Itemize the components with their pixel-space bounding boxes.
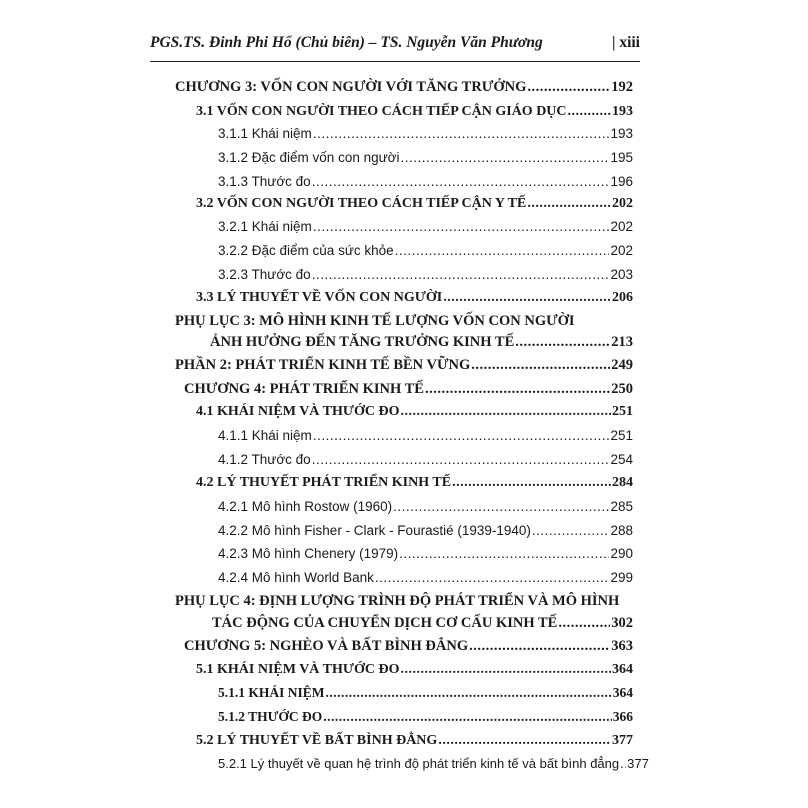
toc-label: CHƯƠNG 4: PHÁT TRIỂN KINH TẾ [184, 381, 424, 397]
toc-entry-5-2-1[interactable] [218, 753, 649, 775]
toc-entry-3-2-1[interactable] [218, 216, 633, 238]
toc-leader [452, 472, 611, 494]
toc-leader [469, 635, 610, 657]
toc-label: 5.1 KHÁI NIỆM VÀ THƯỚC ĐO [196, 662, 400, 677]
toc-label: 3.1.1 Khái niệm [218, 126, 312, 141]
toc-leader [375, 567, 610, 589]
toc-page: 249 [611, 357, 633, 373]
toc-entry-3-1-2[interactable] [218, 147, 633, 169]
toc-label: 4.2.2 Mô hình Fisher - Clark - Fourastié (1939-1940) [218, 523, 531, 538]
toc-leader [527, 76, 610, 98]
toc-label: 5.1.1 KHÁI NIỆM [218, 685, 325, 700]
toc-page: 299 [610, 570, 633, 585]
toc-leader [323, 706, 611, 728]
toc-entry-3-2-2[interactable] [218, 240, 633, 262]
toc-leader [558, 612, 610, 634]
toc-page: 202 [610, 219, 633, 234]
toc-leader [425, 378, 610, 400]
toc-entry-section-4-2[interactable] [196, 472, 633, 494]
toc-label: ẢNH HƯỞNG ĐẾN TĂNG TRƯỞNG KINH TẾ [210, 334, 515, 350]
toc-leader [515, 331, 610, 353]
toc-leader [401, 401, 611, 423]
toc-label: 5.1.2 THƯỚC ĐO [218, 709, 323, 724]
toc-page: 254 [610, 452, 633, 467]
toc-appendix-4-line1: PHỤ LỤC 4: ĐỊNH LƯỢNG TRÌNH ĐỘ PHÁT TRIỂN VÀ MÔ HÌNH [175, 593, 620, 609]
toc-entry-4-1-1[interactable] [218, 425, 633, 447]
toc-leader [399, 543, 609, 565]
toc-entry-5-1-2[interactable] [218, 706, 633, 728]
toc-page: 250 [611, 381, 633, 397]
toc-leader [312, 449, 610, 471]
toc-entry-appendix-3[interactable] [210, 331, 633, 353]
toc-leader [395, 240, 610, 262]
toc-leader [568, 101, 611, 123]
toc-leader [313, 425, 610, 447]
toc-entry-4-2-4[interactable] [218, 567, 633, 589]
toc-entry-4-2-2[interactable] [218, 520, 633, 542]
toc-page: 284 [612, 475, 633, 490]
toc-entry-3-2-3[interactable] [218, 264, 633, 286]
toc-entry-appendix-4[interactable] [212, 612, 633, 634]
toc-entry-part-2[interactable] [175, 354, 633, 376]
toc-entry-chapter-4[interactable] [184, 378, 633, 400]
toc-entry-4-2-3[interactable] [218, 543, 633, 565]
toc-label: 3.2.2 Đặc điểm của sức khỏe [218, 243, 394, 258]
toc-leader [532, 520, 610, 542]
toc-page: 193 [610, 126, 633, 141]
toc-entry-4-2-1[interactable] [218, 496, 633, 518]
toc-leader [620, 753, 626, 775]
toc-label: 3.3 LÝ THUYẾT VỀ VỐN CON NGƯỜI [196, 290, 443, 305]
toc-leader [313, 216, 610, 238]
toc-page: 366 [612, 709, 633, 724]
toc-leader [393, 496, 609, 518]
toc-label: 5.2.1 Lý thuyết về quan hệ trình độ phát triển kinh tế và bất bình đẳng [218, 756, 620, 771]
toc-leader [313, 123, 610, 145]
toc-leader [401, 659, 611, 681]
toc-label: 4.1.2 Thước đo [218, 452, 311, 467]
toc-label: CHƯƠNG 3: VỐN CON NGƯỜI VỚI TĂNG TRƯỞNG [175, 79, 527, 95]
toc-leader [471, 354, 610, 376]
toc-entry-3-1-1[interactable] [218, 123, 633, 145]
toc-leader [443, 287, 611, 309]
toc-label: 3.2.1 Khái niệm [218, 219, 312, 234]
toc-label: TÁC ĐỘNG CỦA CHUYỂN DỊCH CƠ CẤU KINH TẾ [212, 615, 558, 631]
header-authors: PGS.TS. Đinh Phi Hổ (Chủ biên) – TS. Nguyễn Văn Phương [150, 34, 543, 51]
toc-label: 3.2.3 Thước đo [218, 267, 311, 282]
toc-leader [312, 171, 610, 193]
toc-entry-section-3-1[interactable] [196, 101, 633, 123]
toc-entry-3-1-3[interactable] [218, 171, 633, 193]
toc-page: 364 [612, 662, 633, 677]
toc-page: 251 [612, 404, 633, 419]
toc-page: 206 [612, 290, 633, 305]
toc-leader [527, 193, 611, 215]
toc-label: 4.2.1 Mô hình Rostow (1960) [218, 499, 393, 514]
toc-label: 3.2 VỐN CON NGƯỜI THEO CÁCH TIẾP CẬN Y TẾ [196, 196, 527, 211]
toc-page: 377 [612, 733, 633, 748]
toc-entry-chapter-5[interactable] [184, 635, 633, 657]
toc-page: 377 [627, 756, 649, 771]
toc-entry-5-1-1[interactable] [218, 682, 633, 704]
toc-page: 202 [610, 243, 633, 258]
toc-page: 288 [610, 523, 633, 538]
toc-page: 193 [612, 104, 633, 119]
toc-entry-section-5-1[interactable] [196, 659, 633, 681]
toc-page: 213 [611, 334, 633, 350]
toc-page: 195 [610, 150, 633, 165]
toc-page: 364 [612, 685, 633, 700]
toc-page: 302 [611, 615, 633, 631]
toc-leader [438, 730, 611, 752]
header-page-number: | xiii [612, 34, 640, 51]
toc-page: 251 [610, 428, 633, 443]
toc-leader [312, 264, 610, 286]
toc-page: 363 [611, 638, 633, 654]
toc-entry-chapter-3[interactable] [175, 76, 633, 98]
header-rule [150, 61, 640, 62]
toc-page: 196 [610, 174, 633, 189]
toc-label: CHƯƠNG 5: NGHÈO VÀ BẤT BÌNH ĐẲNG [184, 638, 469, 654]
toc-label: PHẦN 2: PHÁT TRIỂN KINH TẾ BỀN VỮNG [175, 357, 471, 373]
toc-leader [326, 682, 612, 704]
toc-label: 4.1.1 Khái niệm [218, 428, 312, 443]
toc-entry-4-1-2[interactable] [218, 449, 633, 471]
toc-page: 202 [612, 196, 633, 211]
toc-label: 4.2.3 Mô hình Chenery (1979) [218, 546, 399, 561]
toc-entry-section-3-3[interactable] [196, 287, 633, 309]
running-header [150, 30, 640, 58]
toc-label: 3.1 VỐN CON NGƯỜI THEO CÁCH TIẾP CẬN GIÁO DỤC [196, 104, 567, 119]
toc-entry-section-4-1[interactable] [196, 401, 633, 423]
toc-label: 3.1.2 Đặc điểm vốn con người [218, 150, 400, 165]
toc-entry-section-5-2[interactable] [196, 730, 633, 752]
toc-page: 203 [610, 267, 633, 282]
toc-label: 5.2 LÝ THUYẾT VỀ BẤT BÌNH ĐẲNG [196, 733, 438, 748]
toc-leader [401, 147, 610, 169]
toc-entry-section-3-2[interactable] [196, 193, 633, 215]
toc-page: 285 [610, 499, 633, 514]
toc-label: 4.2.4 Mô hình World Bank [218, 570, 374, 585]
toc-label: 4.2 LÝ THUYẾT PHÁT TRIỂN KINH TẾ [196, 475, 452, 490]
toc-page: 192 [611, 79, 633, 95]
toc-appendix-3-line1: PHỤ LỤC 3: MÔ HÌNH KINH TẾ LƯỢNG VỐN CON NGƯỜI [175, 313, 575, 329]
toc-page: 290 [610, 546, 633, 561]
toc-label: 4.1 KHÁI NIỆM VÀ THƯỚC ĐO [196, 404, 400, 419]
toc-label: 3.1.3 Thước đo [218, 174, 311, 189]
